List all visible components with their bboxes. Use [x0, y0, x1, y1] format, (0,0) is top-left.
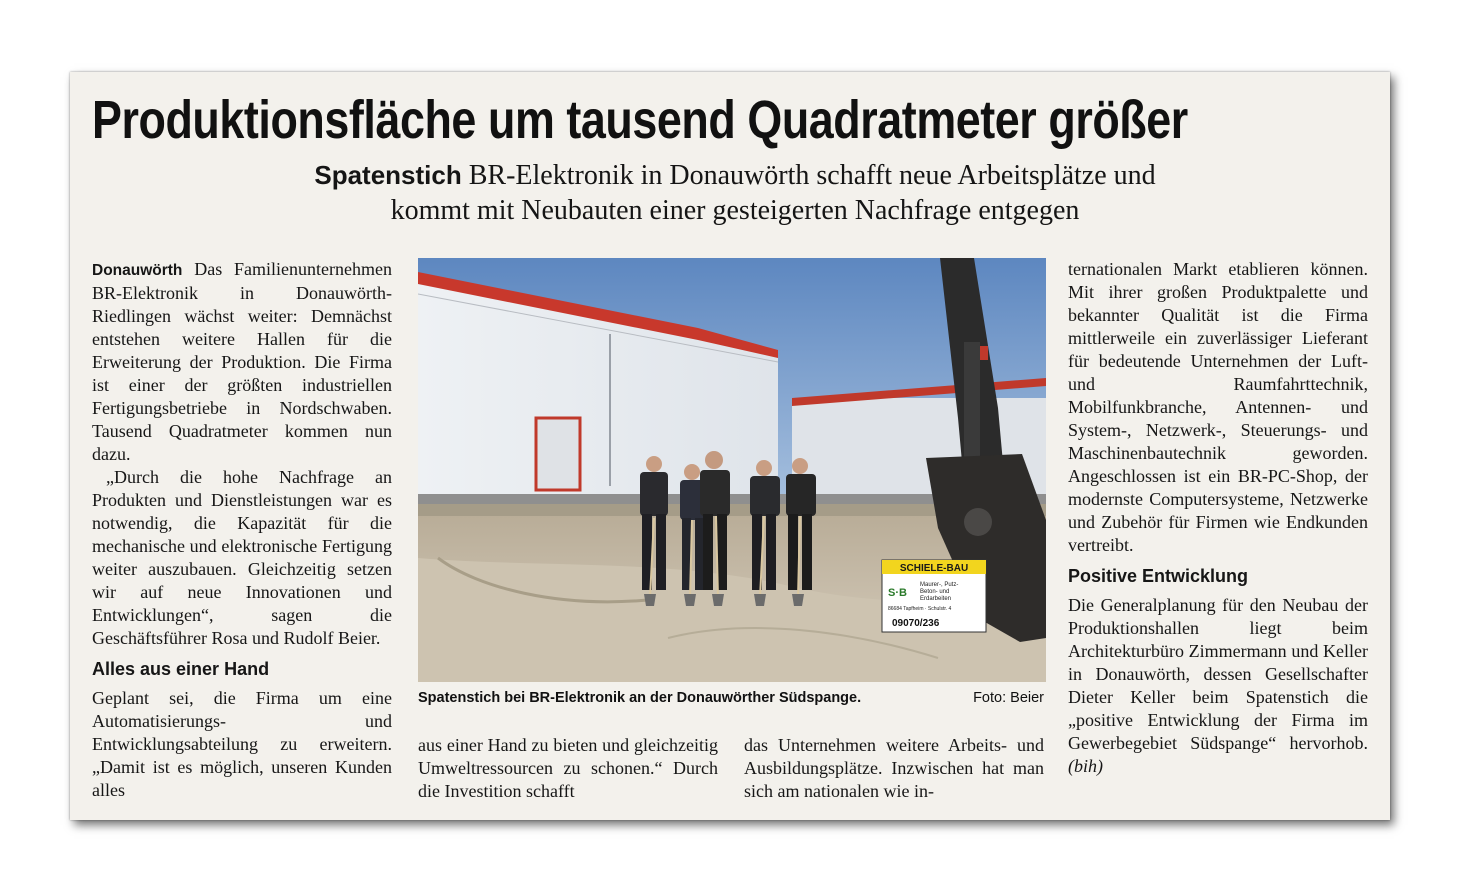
paragraph	[92, 258, 392, 466]
sign-services-1: Maurer-, Putz-	[920, 582, 959, 588]
sign-services-3: Erdarbeiten	[920, 596, 952, 602]
paragraph-text: Die Generalplanung für den Neubau der Produktionshallen liegt beim Architekturbüro Zimmermann und Keller in Donauwörth, dessen Gesellschafter Dieter Keller beim Spatenstich die „positive Entwicklung der Firma im Gewerbegebiet Südspange“ hervorhob.	[1068, 595, 1368, 753]
headline: Produktionsfläche um tausend Quadratmeter größer	[92, 90, 1188, 150]
paragraph: das Unternehmen weitere Arbeits- und Ausbildungsplätze. Inzwischen hat man sich am nationalen wie in-	[744, 735, 1044, 801]
subheadline	[230, 158, 1240, 228]
newspaper-clipping	[70, 72, 1390, 820]
paragraph: ternationalen Markt etablieren können. Mit ihrer großen Produktpalette und bekannter Qualität ist die Firma mittlerweile ein zuverlässiger Lieferant für bedeutende Unternehmen der Luft- und Raumfahrttechnik, Mobilfunkbranche, Antennen- und System-, Netzwerk-, Steuerungs- und Maschinenbautechnik geworden. Angeschlossen ist ein BR-PC-Shop, der modernste Computersysteme, Netzwerke und Zubehör für Firmen wie Endkunden vertreibt.	[1068, 259, 1368, 555]
paragraph: Geplant sei, die Firma um eine Automatisierungs- und Entwicklungsabteilung zu erweitern. „Damit ist es möglich, unseren Kunden alles	[92, 688, 392, 800]
sign-services-2: Beton- und	[920, 589, 950, 595]
dateline: Donauwörth	[92, 262, 183, 279]
column-4	[1068, 258, 1368, 778]
photo-credit: Foto: Beier	[973, 690, 1044, 706]
paragraph	[1068, 594, 1368, 778]
subheadline-line1: BR-Elektronik in Donauwörth schafft neue Arbeitsplätze und	[468, 160, 1156, 191]
groundbreaking-photo	[418, 258, 1046, 682]
column-1	[92, 258, 392, 802]
sign-logo: S·B	[888, 587, 907, 599]
column-2	[418, 734, 718, 803]
paragraph-text: Das Familienunternehmen BR-Elektronik in Donauwörth-Riedlingen wächst weiter: Demnächst entstehen weitere Hallen für die Erweiterung der Produktion. Die Firma ist einer der größten industriellen Fertigungsbetriebe in Nordschwaben. Tausend Quadratmeter kommen nun dazu.	[92, 259, 393, 464]
author-tag: (bih)	[1068, 756, 1103, 776]
sign-address: 86684 Tapfheim · Schulstr. 4	[888, 606, 952, 612]
sign-phone: 09070/236	[892, 618, 940, 629]
paragraph: „Durch die hohe Nachfrage an Produkten und Dienstleistungen war es notwendig, die Kapazität für die mechanische und elektronische Fertigung weiter auszubauen. Gleichzeitig setzen wir auf neue Innovationen und Entwicklungen“, sagen die Geschäftsführer Rosa und Rudolf Beier.	[92, 467, 392, 648]
subheadline-line2: kommt mit Neubauten einer gesteigerten Nachfrage entgegen	[390, 195, 1080, 226]
sign-company-name: SCHIELE-BAU	[899, 563, 969, 574]
column-3	[744, 734, 1044, 803]
company-sign	[882, 560, 986, 632]
paragraph: aus einer Hand zu bieten und gleichzeitig Umweltressourcen zu schonen.“ Durch die Investition schafft	[418, 735, 718, 801]
subtitle-positive-entwicklung: Positive Entwicklung	[1068, 566, 1249, 586]
photo-caption	[418, 688, 1046, 710]
caption-text: Spatenstich bei BR-Elektronik an der Donauwörther Südspange.	[418, 690, 862, 706]
kicker: Spatenstich	[314, 160, 462, 190]
subtitle-alles-aus-einer-hand: Alles aus einer Hand	[92, 659, 270, 679]
article-photo	[418, 258, 1046, 682]
